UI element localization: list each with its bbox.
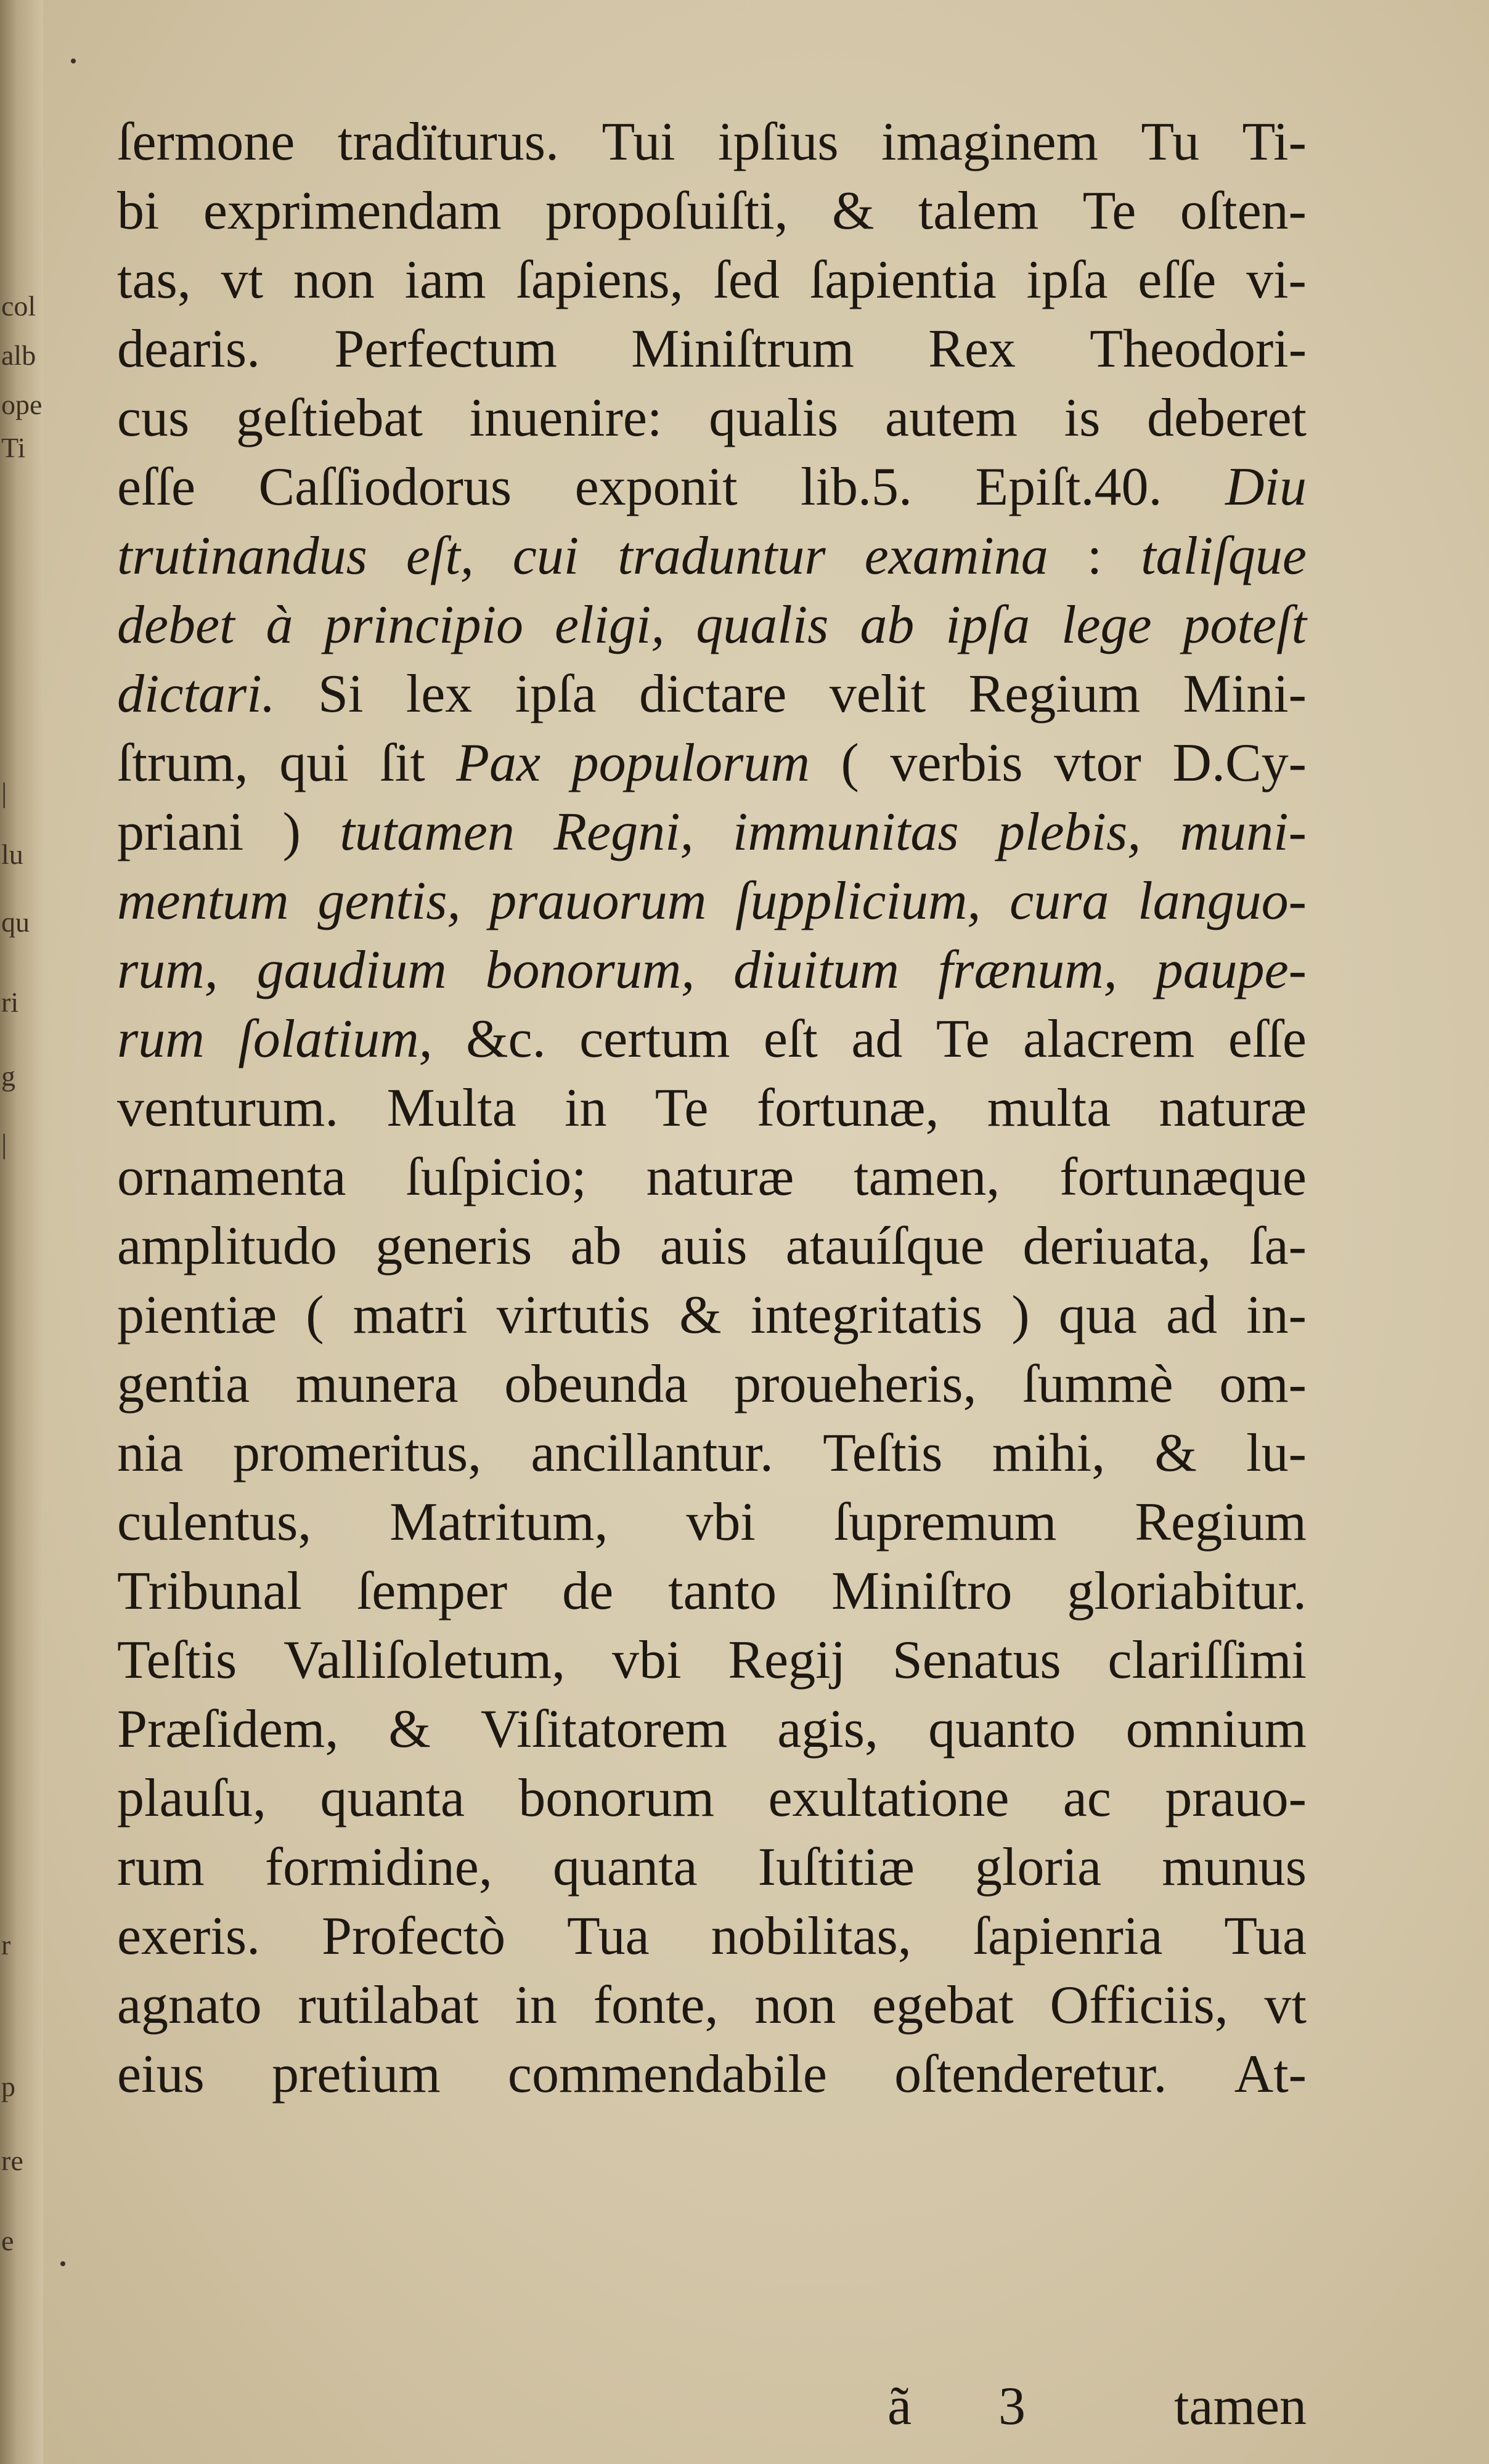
body-text xyxy=(117,108,1307,2109)
bleed-text: col xyxy=(1,290,36,322)
bleed-text: lu xyxy=(1,839,23,870)
text-line: priani ) tutamen Regni, immunitas plebis, muni- xyxy=(117,802,1307,862)
bleed-text: re xyxy=(1,2145,23,2176)
text-line: nia promeritus, ancillantur. Teſtis mihi, & lu- xyxy=(117,1423,1307,1483)
text-line: exeris. Profectò Tua nobilitas, ſapienria Tua xyxy=(117,1906,1307,1966)
page-footer xyxy=(887,2372,1307,2441)
text-line: agnato rutilabat in fonte, non egebat Officiis, vt xyxy=(117,1975,1307,2035)
text-line: dearis. Perfectum Miniſtrum Rex Theodori- xyxy=(117,319,1307,379)
text-line: amplitudo generis ab auis atauíſque deriuata, ſa- xyxy=(117,1216,1307,1276)
bleed-text: r xyxy=(1,1929,11,1961)
text-line: plauſu, quanta bonorum exultatione ac prauo- xyxy=(117,1768,1307,1828)
bleed-text: ope xyxy=(1,389,43,420)
ink-speck xyxy=(60,2261,65,2266)
text-line: dictari. Si lex ipſa dictare velit Regium Mini- xyxy=(117,664,1307,724)
text-line: bi exprimendam propoſuiſti, & talem Te oſten- xyxy=(117,181,1307,241)
text-line: tas, vt non iam ſapiens, ſed ſapientia ipſa eſſe vi- xyxy=(117,250,1307,310)
text-line: eius pretium commendabile oſtenderetur. At- xyxy=(117,2044,1307,2104)
bleed-text: ri xyxy=(1,986,19,1018)
text-line: rum, gaudium bonorum, diuitum frænum, paupe- xyxy=(117,940,1307,1000)
bleed-text: g xyxy=(1,1060,15,1092)
text-line: culentus, Matritum, vbi ſupremum Regium xyxy=(117,1492,1307,1552)
text-line: cus geſtiebat inuenire: qualis autem is deberet xyxy=(117,388,1307,448)
text-line: debet à principio eligi, qualis ab ipſa lege poteſt xyxy=(117,595,1307,655)
ink-speck xyxy=(71,59,76,63)
text-line: ſtrum, qui ſit Pax populorum ( verbis vtor D.Cy- xyxy=(117,733,1307,793)
text-line: ornamenta ſuſpicio; naturæ tamen, fortunæque xyxy=(117,1147,1307,1207)
facing-page-bleed xyxy=(0,0,43,2464)
text-line: Tribunal ſemper de tanto Miniſtro gloriabitur. xyxy=(117,1561,1307,1621)
text-line: pientiæ ( matri virtutis & integritatis ) qua ad in- xyxy=(117,1285,1307,1345)
text-line: rum formidine, quanta Iuſtitiæ gloria munus xyxy=(117,1837,1307,1897)
text-line: gentia munera obeunda proueheris, ſummè om- xyxy=(117,1354,1307,1414)
signature-mark: ã xyxy=(887,2377,912,2436)
text-line: rum ſolatium, &c. certum eſt ad Te alacrem eſſe xyxy=(117,1009,1307,1069)
bleed-text: qu xyxy=(1,906,30,938)
bleed-text: | xyxy=(1,1128,7,1160)
signature-number: 3 xyxy=(998,2377,1026,2436)
text-line: eſſe Caſſiodorus exponit lib.5. Epiſt.40. Diu xyxy=(117,457,1307,517)
bleed-text: p xyxy=(1,2071,15,2102)
text-line: mentum gentis, prauorum ſupplicium, cura languo- xyxy=(117,871,1307,931)
bleed-text: e xyxy=(1,2225,14,2256)
bleed-text: alb xyxy=(1,340,36,371)
bleed-text: | xyxy=(1,777,7,808)
bleed-text: Ti xyxy=(1,432,26,463)
text-line: ſermone tradïturus. Tui ipſius imaginem Tu Ti- xyxy=(117,112,1307,172)
text-line: Teſtis Valliſoletum, vbi Regij Senatus clariſſimi xyxy=(117,1630,1307,1690)
text-line: trutinandus eſt, cui traduntur examina : taliſque xyxy=(117,526,1307,586)
text-line: Præſidem, & Viſitatorem agis, quanto omnium xyxy=(117,1699,1307,1759)
text-line: venturum. Multa in Te fortunæ, multa naturæ xyxy=(117,1078,1307,1138)
catchword: tamen xyxy=(1173,2377,1307,2436)
